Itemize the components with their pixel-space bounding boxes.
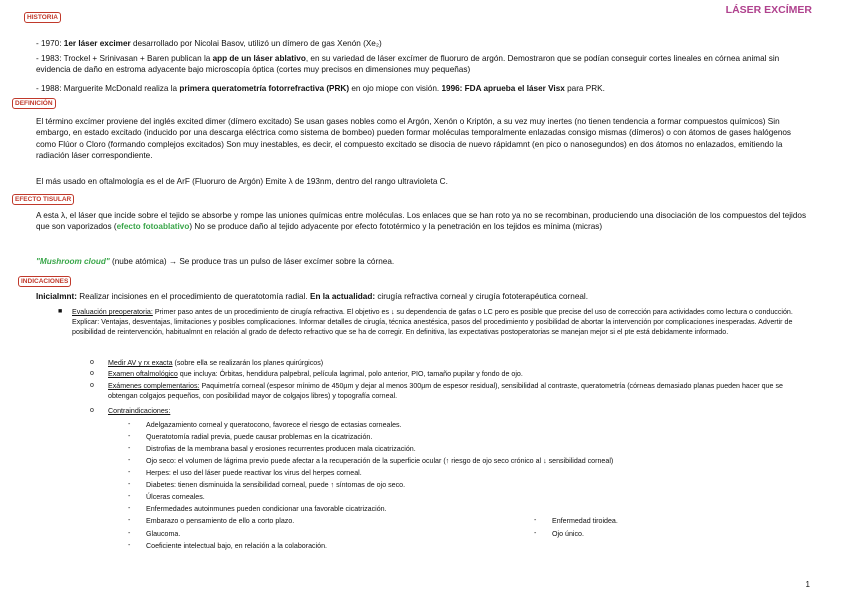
evaluacion-preoperatoria: Evaluación preoperatoria: Primer paso antes de un procedimiento de cirugía refractiva. El objetivo es ↓ su dependencia de gafas o LC pero es posible que precise del uso de corrección para actividades como lectura o conducción. Explicar: Ventajas, desventajas, limitaciones y posibles complicaciones. Informar detalles de cirugía, técnica anestésica, pasos del procedimiento y posibilidad de abortar la intervención por complicaciones inesperadas. Advertir de posibilidad de reintervención, habitualmnt en relación al grado de defecto refractivo que se ha de corregir. En definitiva, las expectativas postoperatorias se manejan mejor si el pte está debidamente informado. [72,308,793,337]
indicaciones-intro: Inicialmnt: Realizar incisiones en el procedimiento de queratotomía radial. En la actualidad: cirugía refractiva corneal y cirugía fototerapéutica corneal. [36,292,589,301]
contraindicacion-item-right: Enfermedad tiroidea. [552,517,618,525]
square-bullet-icon: ■ [58,308,63,315]
section-tag-historia: HISTORIA [24,12,61,23]
sub-item-medir-av: Medir AV y rx exacta (sobre ella se realizarán los planes quirúrgicos) [108,359,324,367]
section-tag-efecto-tisular: EFECTO TISULAR [12,194,74,205]
circle-bullet-icon: o [90,407,94,414]
historia-line-1: - 1970: 1er láser excimer desarrollado por Nicolai Basov, utilizó un dímero de gas Xenón (Xe₂) [36,39,382,48]
contraindicacion-item: Ojo seco: el volumen de lágrima previo puede afectar a la recuperación de la superficie ocular (↑ riesgo de ojo seco crónico al ↓ sensibilidad corneal) [146,457,614,465]
section-tag-indicaciones: INDICACIONES [18,276,71,287]
circle-bullet-icon: o [90,382,94,389]
page-number: 1 [805,580,810,589]
efecto-paragraph-2: "Mushroom cloud" (nube atómica) → Se produce tras un pulso de láser excímer sobre la córnea. [36,257,395,266]
contraindicacion-item: Coeficiente intelectual bajo, en relación a la colaboración. [146,542,328,550]
definicion-paragraph-2: El más usado en oftalmología es el de ArF (Fluoruro de Argón) Emite λ de 193nm, dentro del rango ultravioleta C. [36,177,448,186]
contraindicacion-item: Herpes: el uso del láser puede reactivar los virus del herpes corneal. [146,469,362,477]
contraindicacion-item: Distrofias de la membrana basal y erosiones recurrentes producen mala cicatrización. [146,445,416,453]
circle-bullet-icon: o [90,370,94,377]
page-title: LÁSER EXCÍMER [725,4,812,16]
contraindicacion-item: Glaucoma. [146,530,181,538]
sub-item-contraindicaciones: Contraindicaciones: [108,407,171,415]
historia-line-3: - 1988: Marguerite McDonald realiza la primera queratometría fotorrefractiva (PRK) en ojo miope con visión. 1996: FDA aprueba el láser Visx para PRK. [36,84,605,93]
contraindicacion-item: Diabetes: tienen disminuida la sensibilidad corneal, puede ↑ síntomas de ojo seco. [146,481,406,489]
definicion-paragraph-1: El término excímer proviene del inglés excited dimer (dímero excitado) Se usan gases nobles como el Argón, Xenón o Kriptón, a su vez muy inertes (no tienen tendencia a formar compuestos químicos) Sin embargo, en estado excitado (inducido por una descarga eléctrica como sistema de bombeo) pueden formar moléculas temporalmente enlazadas consigo mismas (dímeros) o con átomos de gases halógenos como Flúor o Cloro (formando complejos excitados) Son muy inestables, es decir, el compuesto excitado se disocia de nuevo rápidamnt (en pico o nanosegundos) en dos átomos no enlazados, emitiendo la radiación láser correspondiente. [36,117,792,161]
efecto-paragraph-1: A esta λ, el láser que incide sobre el tejido se absorbe y rompe las uniones químicas entre moléculas. Los enlaces que se han roto ya no se recombinan, produciendo una disociación de los compuestos del tejidos que son vaporizados (efecto fotoablativo) No se produce daño al tejido adyacente por efecto fototérmico y la penetración en los tejidos es mínima (micras) [36,211,807,232]
historia-line-2: - 1983: Trockel + Srinivasan + Baren publican la app de un láser ablativo, en su variedad de láser excímer de fluoruro de argón. Demostraron que se podían conseguir cortes lineales en córnea animal sin evidencia de daño en estroma adyacente bajo microscopía óptica (cortes muy precisos en dimensiones muy pequeñas) [36,54,780,75]
circle-bullet-icon: o [90,359,94,366]
contraindicacion-item: Queratotomía radial previa, puede causar problemas en la cicatrización. [146,433,373,441]
contraindicacion-item: Úlceras corneales. [146,493,205,501]
contraindicacion-item: Embarazo o pensamiento de ello a corto plazo. [146,517,295,525]
contraindicacion-item-right: Ojo único. [552,530,584,538]
contraindicacion-item: Enfermedades autoinmunes pueden condicionar una favorable cicatrización. [146,505,387,513]
contraindicacion-item: Adelgazamiento corneal y queratocono, favorece el riesgo de ectasias corneales. [146,421,402,429]
sub-item-examenes-complementarios: Exámenes complementarios: Paquimetría corneal (espesor mínimo de 450µm y dejar al menos 300µm de espesor residual), sensibilidad al contraste, queratometría (córneas demasiado planas pueden hacer que se obtengan colgajos pequeños, con posibilidad mayor de colgajos libres) y topografía corneal. [108,382,783,401]
sub-item-examen-oftalmologico: Examen oftalmológico que incluya: Órbitas, hendidura palpebral, película lagrimal, polo anterior, PIO, tamaño pupilar y fondo de ojo. [108,370,523,378]
section-tag-definicion: DEFINICIÓN [12,98,56,109]
document-page: LÁSER EXCÍMER HISTORIA - 1970: 1er láser excimer desarrollado por Nicolai Basov, utilizó un dímero de gas Xenón (Xe₂) - 1983: Trockel + Srinivasan + Baren publican la app de un láser ablativo, en su variedad de láser excímer de fluoruro de argón. Demostraron que se podían conseguir cortes lineales en córnea animal sin evidencia de daño en estroma adyacente bajo microscopía óptica (cortes muy precisos en dimensiones muy pequeñas) - 1988: Marguerite McDonald realiza la primera queratometría fotorrefractiva (PRK) en ojo miope con visión. 1996: FDA aprueba el láser Visx para PRK. DEFINICIÓN El término excímer proviene del inglés excited dimer (dímero excitado) Se usan gases nobles como el Argón, Xenón o Kriptón, a su vez muy inertes (no tienen tendencia a formar compuestos químicos) Sin embargo, en estado excitado (inducido por una descarga eléctrica como sistema de bombeo) pueden formar moléculas temporalmente enlazadas consigo mismas (dímeros) o con átomos de gases halógenos como Flúor o Cloro (formando complejos excitados) Son muy inestables, es decir, el compuesto excitado se disocia de nuevo rápidamnt (en pico o nanosegundos) en dos átomos no enlazados, emitiendo la radiación láser correspondiente. El más usado en oftalmología es el de ArF (Fluoruro de Argón) Emite λ de 193nm, dentro del rango ultravioleta C. EFECTO TISULAR A esta λ, el láser que incide sobre el tejido se absorbe y rompe las uniones químicas entre moléculas. Los enlaces que se han roto ya no se recombinan, produciendo una disociación de los compuestos del tejidos que son vaporizados (efecto fotoablativo) No se produce daño al tejido adyacente por efecto fototérmico y la penetración en los tejidos es mínima (micras) "Mushroom cloud" (nube atómica) → Se produce tras un pulso de láser excímer sobre la córnea. INDICACIONES Inicialmnt: Realizar incisiones en el procedimiento de queratotomía radial. En la actualidad: cirugía refractiva corneal y cirugía fototerapéutica corneal. ■ Evaluación preoperatoria: Primer paso antes de un procedimiento de cirugía refractiva. El objetivo es ↓ su dependencia de gafas o LC pero es posible que precise del uso de corrección para actividades como lectura o conducción. Explicar: Ventajas, desventajas, limitaciones y posibles complicaciones. Informar detalles de cirugía, técnica anestésica, pasos del procedimiento y posibilidad de abortar la intervención por complicaciones inesperadas. Advertir de posibilidad de reintervención, habitualmnt en relación al grado de defecto refractivo que se ha de corregir. En definitiva, las expectativas postoperatorias se manejan mejor si el pte está debidamente informado. o Medir AV y rx exacta (sobre ella se realizarán los planes quirúrgicos) o Examen oftalmológico que incluya: Órbitas, hendidura palpebral, película lagrimal, polo anterior, PIO, tamaño pupilar y fondo de ojo. o Exámenes complementarios: Paquimetría corneal (espesor mínimo de 450µm y dejar al menos 300µm de espesor residual), sensibilidad al contraste, queratometría (córneas demasiado planas pueden hacer que se obtengan colgajos pequeños, con posibilidad mayor de colgajos libres) y topografía corneal. o Contraindicaciones: - Adelgazamiento corneal y queratocono, favorece el riesgo de ectasias corneales. - Queratotomía radial previa, puede causar problemas en la cicatrización. - Distrofias de la membrana basal y erosiones recurrentes producen mala cicatrización. - Ojo seco: el volumen de lágrima previo puede afectar a la recuperación de la superficie ocular (↑ riesgo de ojo seco crónico al ↓ sensibilidad corneal) - Herpes: el uso del láser puede reactivar los virus del herpes corneal. - Diabetes: tienen disminuida la sensibilidad corneal, puede ↑ síntomas de ojo seco. - Úlceras corneales. - Enfermedades autoinmunes pueden condicionar una favorable cicatrización. - Embarazo o pensamiento de ello a corto plazo. - Glaucoma. - Coeficiente intelectual bajo, en relación a la colaboración. - Enfermedad tiroidea. - Ojo único. 1 [0,0,848,599]
